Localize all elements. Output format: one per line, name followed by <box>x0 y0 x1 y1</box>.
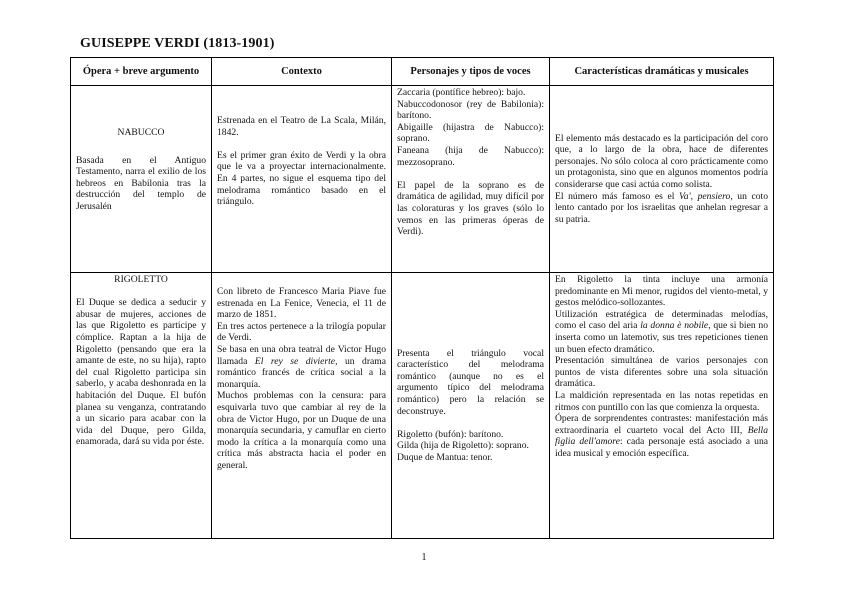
table-row <box>71 273 774 539</box>
header-characters: Personajes y tipos de voces <box>392 58 550 86</box>
opera-argument: El Duque se dedica a seducir y abusar de mujeres, acciones de las que Rigoletto es partícipe y cómplice. Raptan a la hija de Rigoletto (pensando que era la amante de este, no su hija), rapto del cual Rigoletto participa sin saberlo, y acaba deshonrada en la habitación del Duque. El bufón planea su venganza, contratando a un sicario para acabar con la vida del Duque, pero Gilda, enamorada, dará su vida por éste. <box>76 297 206 448</box>
context-paragraph: Con libreto de Francesco Maria Piave fue estrenada en La Fenice, Venecia, el 11 de marzo de 1851. <box>217 286 386 321</box>
character-line: Duque de Mantua: tenor. <box>397 451 493 463</box>
context-cell-nabucco <box>212 86 392 273</box>
features-cell-nabucco <box>550 86 774 273</box>
feature-paragraph: En Rigoletto la tinta incluye una armonía predominante en Mi menor, rugidos del viento-metal, y gestos melódico-sollozantes. <box>555 274 768 309</box>
feature-text: : cada personaje está asociado a una idea musical y emoción específica. <box>555 436 768 459</box>
page-number: 1 <box>421 552 427 563</box>
feature-paragraph: La maldición representada en las notas repetidas en ritmos con puntillo con las que comienza la orquesta. <box>555 389 768 413</box>
context-paragraph: En tres actos pertenece a la trilogía popular de Verdi. <box>217 320 386 344</box>
opera-cell-rigoletto <box>71 273 212 539</box>
feature-text: , que si bien no inserta como un latemotiv, sus tres repeticiones tienen un buen efecto dramático. <box>555 320 768 355</box>
character-line: Faneana (hija de Nabucco): mezzosoprano. <box>397 144 544 168</box>
header-context: Contexto <box>212 58 392 86</box>
character-note: El papel de la soprano es de dramática de agilidad, muy difícil por las coloraturas y los graves (sólo lo vemos en las primeras óperas de Verdi). <box>397 179 544 238</box>
context-text: Se basa en una obra teatral de Victor Hugo llamada <box>217 343 386 367</box>
character-line: Abigaille (hijastra de Nabucco): soprano. <box>397 121 544 145</box>
opera-cell-nabucco <box>71 86 212 273</box>
context-paragraph <box>217 344 386 390</box>
context-work-title: El rey se divierte <box>254 355 336 367</box>
context-cell-rigoletto <box>212 273 392 539</box>
feature-paragraph <box>555 413 768 459</box>
character-line: Gilda (hija de Rigoletto): soprano. <box>397 440 529 452</box>
feature-work-title: Va', pensiero <box>678 190 731 202</box>
table-header-row <box>71 58 774 86</box>
character-note: Presenta el triángulo vocal característico del melodrama romántico (aunque no es el argumento típico del melodrama romántico) pero la relación se deconstruye. <box>397 347 544 417</box>
feature-text: Utilización estratégica de determinadas melodías, como el caso del aria <box>555 308 768 332</box>
feature-text: , un coto lento cantado por los israelitas que anhelan regresar a su patria. <box>555 190 769 225</box>
verdi-operas-table <box>70 57 774 539</box>
feature-paragraph <box>555 309 768 355</box>
feature-paragraph: Presentación simultánea de varios personajes con puntos de vista diferentes sobre una sola situación dramática. <box>555 355 768 390</box>
feature-text: Ópera de sorprendentes contrastes: manifestación más extraordinaria el cuarteto vocal del Acto III, <box>555 413 768 436</box>
opera-argument: Basada en el Antiguo Testamento, narra el exilio de los hebreos en Babilonia tras la destrucción del templo de Jerusalén <box>76 154 206 212</box>
feature-quartet-title: Bella figlia dell'amore <box>555 424 769 448</box>
character-line: Nabuccodonosor (rey de Babilonia): barítono. <box>397 98 544 122</box>
features-cell-rigoletto <box>550 273 774 539</box>
feature-text: El número más famoso es el <box>555 190 675 202</box>
context-paragraph: Muchos problemas con la censura: para esquivarla tuvo que cambiar al rey de la obra de Victor Hugo, por un Duque de una monarquía secundaria, y camuflar en cierto modo la crítica a la monarquía como una crítica más abstracta hacia el poder en general. <box>217 390 386 471</box>
opera-title-nabucco: NABUCCO <box>117 127 165 138</box>
context-paragraph: Estrenada en el Teatro de La Scala, Milán, 1842. <box>217 115 386 138</box>
header-opera: Ópera + breve argumento <box>71 58 212 86</box>
opera-title-rigoletto: RIGOLETTO <box>114 274 168 285</box>
feature-paragraph <box>555 191 768 226</box>
feature-paragraph: El elemento más destacado es la participación del coro que, a lo largo de la obra, hace de diferentes personajes. No sólo coloca al coro prácticamente como un protagonista, sino que en algunos momentos podría considerarse que casi actúa como solista. <box>555 132 768 190</box>
context-paragraph: Es el primer gran éxito de Verdi y la obra que le va a proyectar internacionalmente. En 4 partes, no sigue el esquema tipo del melodrama romántico basado en el triángulo. <box>217 149 386 208</box>
feature-aria-title: la donna è nobile <box>640 320 709 332</box>
characters-cell-rigoletto <box>392 273 550 539</box>
context-text: , un drama romántico francés de crítica social a la monarquía. <box>217 355 386 390</box>
characters-cell-nabucco <box>392 86 550 273</box>
table-row <box>71 86 774 273</box>
header-features: Características dramáticas y musicales <box>550 58 774 86</box>
character-line: Zaccaria (pontífice hebreo): bajo. <box>397 87 526 98</box>
character-line: Rigoletto (bufón): barítono. <box>397 428 504 440</box>
document-title: GUISEPPE VERDI (1813-1901) <box>80 36 275 51</box>
